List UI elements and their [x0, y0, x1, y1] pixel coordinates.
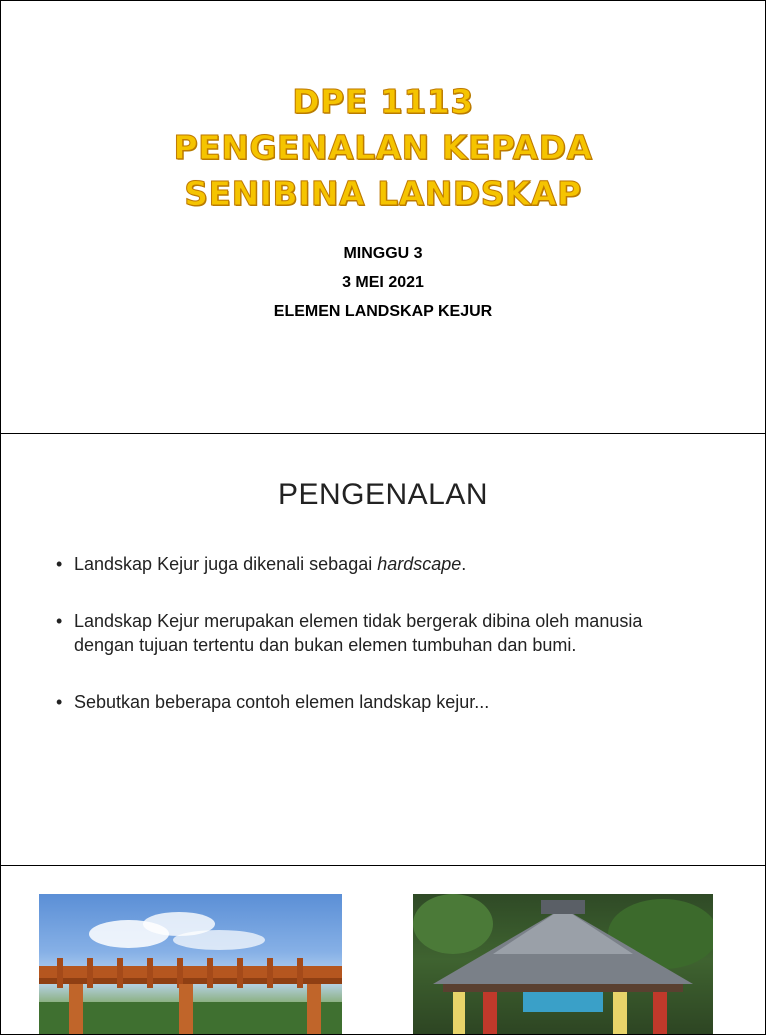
bullet-text: Landskap Kejur juga dikenali sebagai [74, 554, 378, 574]
course-title-line-2: SENIBINA LANDSKAP [184, 174, 582, 213]
slide-heading: PENGENALAN [277, 478, 489, 511]
bullet-dot-icon: • [56, 554, 63, 574]
topic-label: ELEMEN LANDSKAP KEJUR [273, 303, 493, 320]
title-block [1, 79, 765, 217]
course-code: DPE 1113 [292, 82, 474, 121]
bullet-text: Landskap Kejur merupakan elemen tidak bergerak dibina oleh manusia dengan tujuan tertentu dan bukan elemen tumbuhan dan bumi. [74, 611, 643, 655]
bullet-text-end: . [461, 554, 467, 574]
subtitle-block [1, 239, 765, 326]
pergola-photo [39, 894, 342, 1035]
bullet-dot-icon: • [56, 692, 63, 712]
title-slide [0, 0, 766, 434]
intro-slide [0, 433, 766, 866]
examples-slide [0, 865, 766, 1035]
bullet-item [56, 609, 696, 657]
bullet-dot-icon: • [56, 611, 63, 631]
bullet-list [56, 552, 696, 747]
bullet-text: Sebutkan beberapa contoh elemen landskap kejur... [74, 692, 490, 712]
gazebo-photo [413, 894, 713, 1035]
bullet-italic-term: hardscape [377, 554, 462, 574]
bullet-item [56, 552, 696, 576]
date-label: 3 MEI 2021 [342, 274, 424, 291]
course-title-line-1: PENGENALAN KEPADA [173, 128, 593, 167]
bullet-item [56, 690, 696, 714]
week-label: MINGGU 3 [343, 245, 423, 262]
